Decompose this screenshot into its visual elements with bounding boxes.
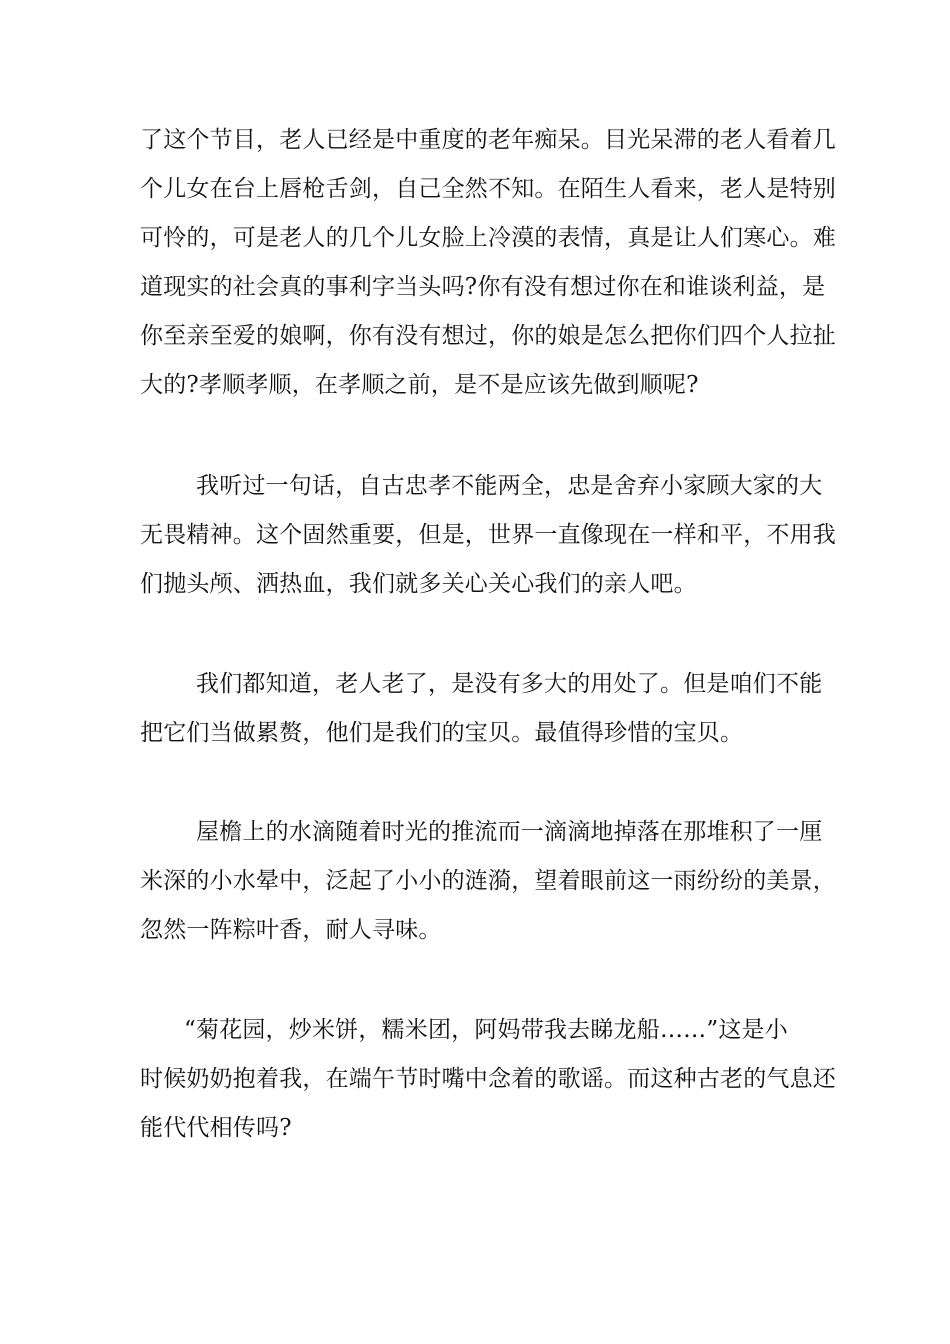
- paragraph-line: 我们都知道，老人老了，是没有多大的用处了。但是咱们不能: [196, 671, 823, 697]
- paragraph-line: 无畏精神。这个固然重要，但是，世界一直像现在一样和平，不用我: [140, 522, 836, 548]
- paragraph-line: 我听过一句话，自古忠孝不能两全，忠是舍弃小家顾大家的大: [196, 473, 823, 499]
- paragraph-line: 道现实的社会真的事利字当头吗?你有没有想过你在和谁谈利益，是: [140, 274, 826, 300]
- paragraph-line: 个儿女在台上唇枪舌剑，自己全然不知。在陌生人看来，老人是特别: [140, 176, 836, 202]
- paragraph-line: 时候奶奶抱着我，在端午节时嘴中念着的歌谣。而这种古老的气息还: [140, 1066, 836, 1092]
- paragraph-line: 你至亲至爱的娘啊，你有没有想过，你的娘是怎么把你们四个人拉扯: [140, 323, 836, 349]
- paragraph-line: 屋檐上的水滴随着时光的推流而一滴滴地掉落在那堆积了一厘: [196, 819, 823, 845]
- paragraph-3: [140, 660, 823, 758]
- paragraph-4: [140, 808, 836, 955]
- paragraph-line: “菊花园，炒米饼，糯米团，阿妈带我去睇龙船……”这是小: [184, 1017, 788, 1043]
- paragraph-line: 了这个节目，老人已经是中重度的老年痴呆。目光呆滞的老人看着几: [140, 127, 836, 153]
- paragraph-line: 把它们当做累赘，他们是我们的宝贝。最值得珍惜的宝贝。: [140, 720, 744, 746]
- paragraph-1: [140, 116, 836, 410]
- paragraph-line: 米深的小水晕中，泛起了小小的涟漪，望着眼前这一雨纷纷的美景，: [140, 868, 836, 894]
- paragraph-line: 能代代相传吗?: [140, 1115, 292, 1141]
- paragraph-line: 大的?孝顺孝顺，在孝顺之前，是不是应该先做到顺呢?: [140, 372, 699, 398]
- paragraph-5: [140, 1006, 836, 1153]
- paragraph-line: 们抛头颅、洒热血，我们就多关心关心我们的亲人吧。: [140, 571, 697, 597]
- paragraph-2: [140, 462, 836, 609]
- paragraph-line: 可怜的，可是老人的几个儿女脸上冷漠的表情，真是让人们寒心。难: [140, 225, 836, 251]
- paragraph-line: 忽然一阵粽叶香，耐人寻味。: [140, 917, 442, 943]
